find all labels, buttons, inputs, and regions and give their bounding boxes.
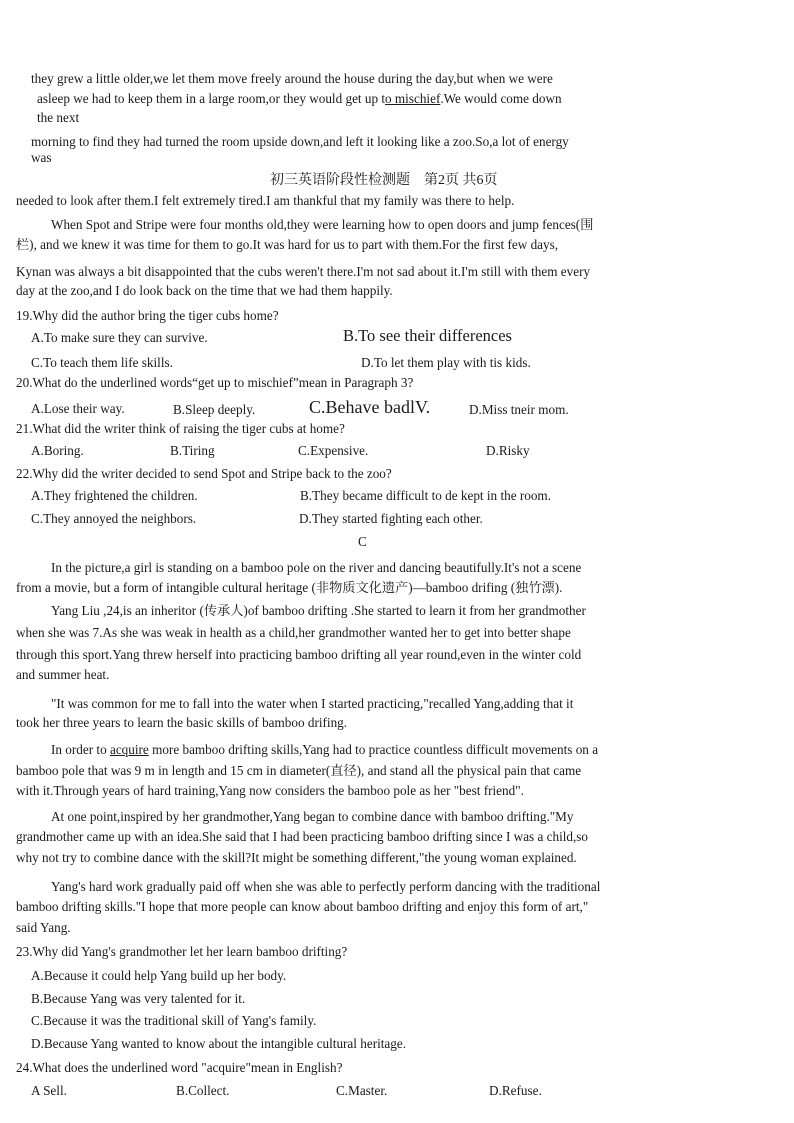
question-stem: 23.Why did Yang's grandmother let her learn bamboo drifting?: [16, 944, 348, 959]
passage-line: Yang's hard work gradually paid off when she was able to perfectly perform dancing with the traditional: [51, 879, 601, 894]
answer-option: C.Behave badlV.: [309, 397, 431, 417]
passage-line: with it.Through years of hard training,Yang now considers the bamboo pole as her "best friend".: [16, 783, 524, 798]
underlined-phrase: o mischief: [385, 91, 441, 106]
answer-option: A.They frightened the children.: [31, 488, 198, 503]
answer-option: A.Because it could help Yang build up her body.: [31, 968, 287, 983]
passage-line: At one point,inspired by her grandmother,Yang began to combine dance with bamboo drifting."My: [51, 809, 574, 824]
page-header: 初三英语阶段性检测题 第2页 共6页: [270, 173, 498, 188]
passage-line: 栏), and we knew it was time for them to go.It was hard for us to part with them.For the first few days,: [16, 237, 559, 252]
answer-option: B.Because Yang was very talented for it.: [31, 991, 246, 1006]
passage-line: [37, 90, 562, 108]
answer-option: B.They became difficult to de kept in the room.: [300, 488, 551, 503]
passage-line: said Yang.: [16, 920, 71, 935]
section-heading: C: [358, 534, 367, 549]
answer-option: A.Boring.: [31, 443, 84, 458]
passage-line: In the picture,a girl is standing on a bamboo pole on the river and dancing beautifully.It's not a scene: [51, 560, 582, 575]
question-stem: 24.What does the underlined word "acquire"mean in English?: [16, 1060, 343, 1075]
answer-option: D.To let them play with tis kids.: [361, 355, 531, 370]
answer-option: C.Because it was the traditional skill of Yang's family.: [31, 1013, 317, 1028]
answer-option: B.To see their differences: [343, 326, 512, 345]
answer-option: D.Risky: [486, 443, 530, 458]
passage-line: bamboo drifting skills."I hope that more people can know about bamboo drifting and enjoy this form of art,": [16, 899, 589, 914]
text-run: asleep we had to keep them in a large room,or they would get up t: [37, 91, 386, 106]
passage-line: why not try to combine dance with the skill?It might be something different,"the young woman explained.: [16, 850, 577, 865]
answer-option: C.Master.: [336, 1083, 388, 1098]
passage-line: Yang Liu ,24,is an inheritor (传承人)of bamboo drifting .She started to learn it from her grandmother: [51, 603, 586, 618]
answer-option: C.Expensive.: [298, 443, 369, 458]
answer-option: C.To teach them life skills.: [31, 355, 173, 370]
answer-option: B.Collect.: [176, 1083, 230, 1098]
passage-line: When Spot and Stripe were four months old,they were learning how to open doors and jump fences(围: [51, 217, 594, 232]
question-stem: 19.Why did the author bring the tiger cubs home?: [16, 308, 279, 323]
passage-line: and summer heat.: [16, 667, 110, 682]
answer-option: B.Tiring: [170, 443, 215, 458]
passage-line: took her three years to learn the basic skills of bamboo drifing.: [16, 715, 348, 730]
answer-option: A Sell.: [31, 1083, 67, 1098]
passage-line: from a movie, but a form of intangible cultural heritage (非物质文化遗产)—bamboo drifing (独竹漂).: [16, 580, 563, 595]
underlined-word: acquire: [109, 742, 149, 757]
answer-option: D.Because Yang wanted to know about the intangible cultural heritage.: [31, 1036, 407, 1051]
passage-line: when she was 7.As she was weak in health as a child,her grandmother wanted her to get into better shape: [16, 625, 571, 640]
passage-line: needed to look after them.I felt extremely tired.I am thankful that my family was there to help.: [16, 193, 515, 208]
passage-line: was: [31, 150, 52, 165]
question-stem: 21.What did the writer think of raising the tiger cubs at home?: [16, 421, 345, 436]
passage-line: Kynan was always a bit disappointed that the cubs weren't there.I'm not sad about it.I'm still with them every: [16, 264, 591, 279]
passage-line: morning to find they had turned the room upside down,and left it looking like a zoo.So,a lot of energy: [31, 134, 569, 149]
text-run: In order to: [51, 742, 110, 757]
passage-line: the next: [37, 110, 80, 125]
passage-line: grandmother came up with an idea.She said that I had been practicing bamboo drifting since I was a child,so: [16, 829, 589, 844]
text-run: more bamboo drifting skills,Yang had to practice countless difficult movements on a: [148, 742, 599, 757]
answer-option: C.They annoyed the neighbors.: [31, 511, 197, 526]
answer-option: A.Lose their way.: [31, 401, 125, 416]
passage-line: [51, 741, 598, 759]
passage-line: through this sport.Yang threw herself into practicing bamboo drifting all year round,even in the winter cold: [16, 647, 582, 662]
passage-line: they grew a little older,we let them move freely around the house during the day,but when we were: [31, 71, 553, 86]
answer-option: D.Refuse.: [489, 1083, 542, 1098]
answer-option: B.Sleep deeply.: [173, 402, 256, 417]
passage-line: "It was common for me to fall into the water when I started practicing,"recalled Yang,adding that it: [51, 696, 574, 711]
question-stem: 20.What do the underlined words“get up to mischief”mean in Paragraph 3?: [16, 375, 414, 390]
passage-line: bamboo pole that was 9 m in length and 15 cm in diameter(直径), and stand all the physical pain that came: [16, 763, 582, 778]
passage-line: day at the zoo,and I do look back on the time that we had them happily.: [16, 283, 393, 298]
answer-option: D.Miss tneir mom.: [469, 402, 569, 417]
answer-option: D.They started fighting each other.: [299, 511, 483, 526]
text-run: .We would come down: [440, 91, 562, 106]
answer-option: A.To make sure they can survive.: [31, 330, 208, 345]
question-stem: 22.Why did the writer decided to send Spot and Stripe back to the zoo?: [16, 466, 392, 481]
